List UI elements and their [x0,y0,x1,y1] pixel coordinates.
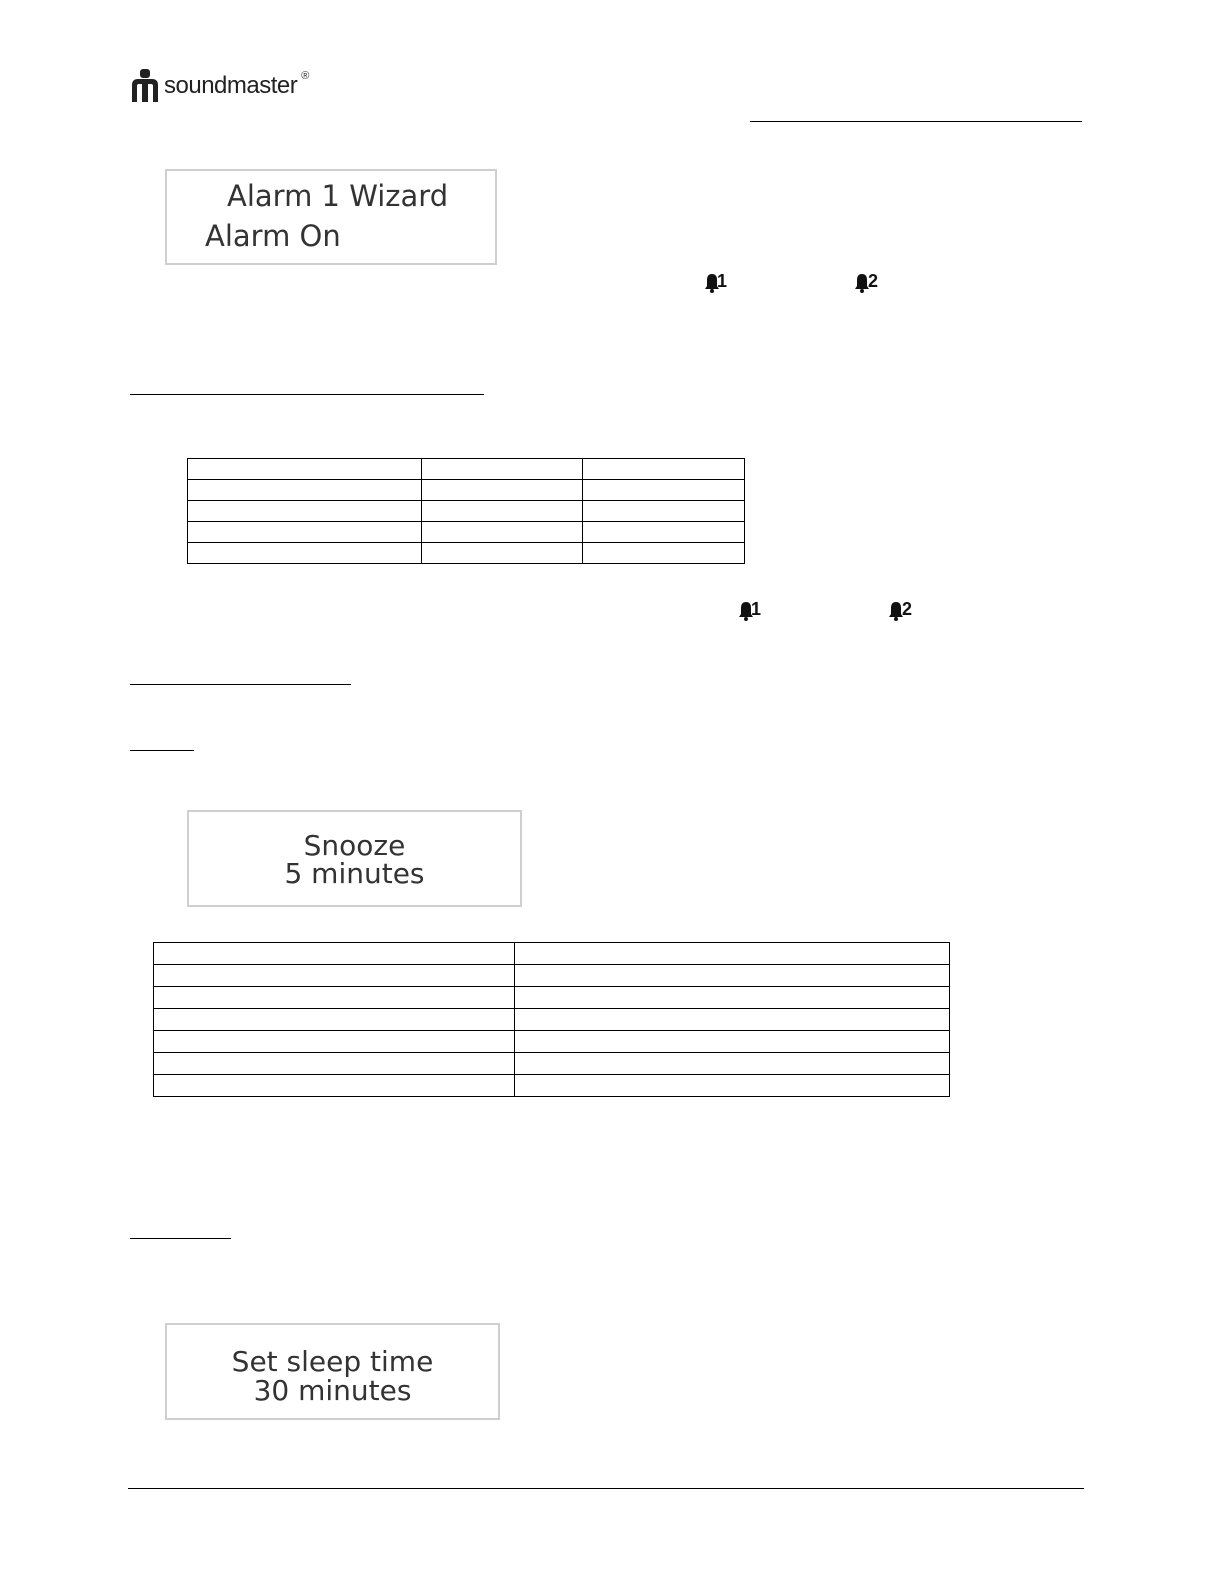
alarm-1-icon [702,271,734,293]
table-row [188,459,745,480]
table-row [154,965,950,987]
alarm-number: 1 [751,599,762,619]
table-row [188,543,745,564]
display-line-1: Alarm 1 Wizard [227,179,449,213]
header-rule [750,121,1082,122]
table-row [154,987,950,1009]
section-underline [130,394,484,395]
soundmaster-logo-icon [130,68,162,104]
registered-mark: ® [301,70,310,82]
footer-rule [128,1488,1084,1489]
table-row [154,1075,950,1097]
alarm-1-icon [736,599,768,621]
table-row [188,480,745,501]
table-row [154,1053,950,1075]
table-row [188,522,745,543]
alarm-table [187,458,745,564]
alarm-2-icon [852,271,884,293]
table-row [154,943,950,965]
brand-logo [130,66,309,106]
alarm-wizard-display [165,169,497,265]
snooze-table [153,942,950,1097]
display-line-1: Set sleep time [231,1345,434,1378]
subsection-underline [130,750,194,751]
display-line-2: 30 minutes [253,1374,412,1407]
alarm-number: 1 [717,271,728,291]
logo-wordmark: soundmaster [164,72,298,99]
sleep-display [165,1323,500,1420]
alarm-number: 2 [902,599,913,619]
snooze-display [187,810,522,907]
display-line-2: Alarm On [205,219,341,253]
table-row [154,1031,950,1053]
alarm-2-icon [886,599,918,621]
section-underline [130,1238,231,1239]
table-row [188,501,745,522]
section-underline [130,684,351,685]
display-line-2: 5 minutes [284,857,425,890]
display-line-1: Snooze [303,829,406,862]
alarm-number: 2 [868,271,879,291]
table-row [154,1009,950,1031]
